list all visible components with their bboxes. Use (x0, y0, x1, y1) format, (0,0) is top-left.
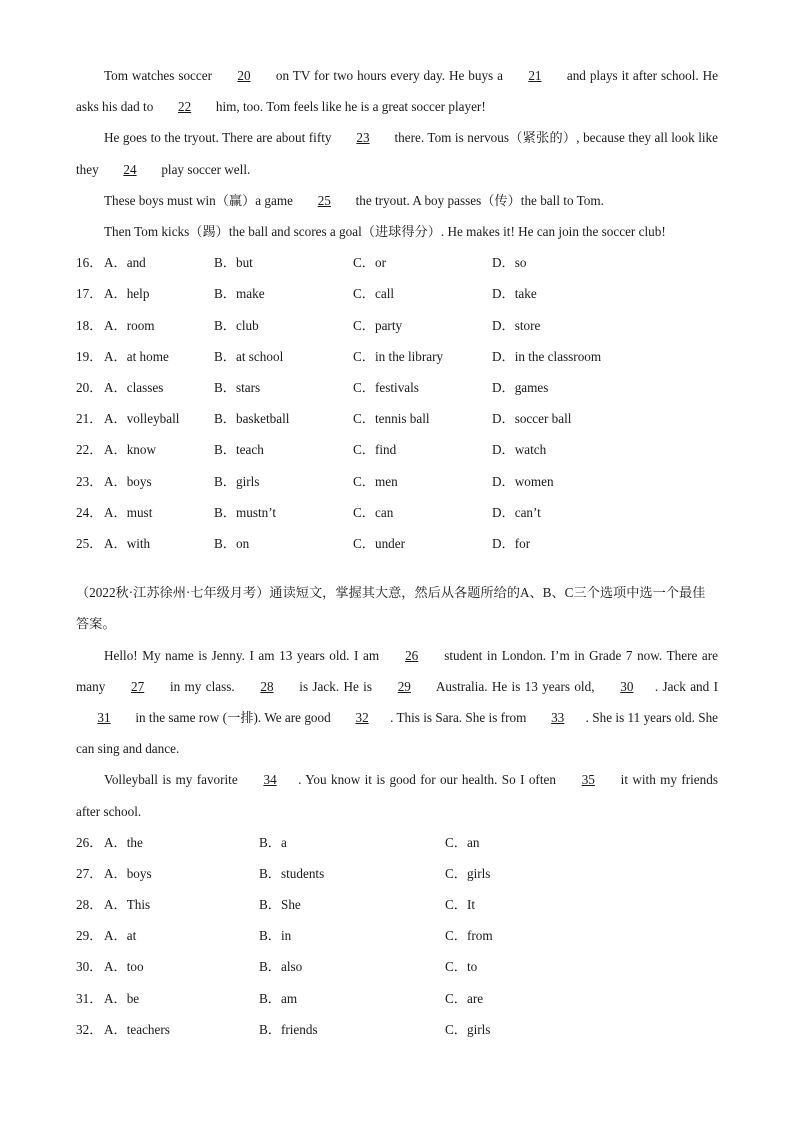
question-row (76, 341, 718, 372)
option-c[interactable]: C．to (445, 959, 478, 975)
option-c[interactable]: C．It (445, 897, 476, 913)
option-d[interactable]: D．can’t (492, 504, 541, 520)
option-a[interactable]: A．with (104, 535, 151, 551)
section-2-instructions: （2022秋·江苏徐州·七年级月考）通读短文，掌握其大意，然后从各题所给的A、B、C三个选项中选一个最佳答案。 (76, 585, 706, 632)
question-number: 27． (76, 865, 103, 881)
answer-blank: 33 (551, 709, 565, 725)
passage-text: . You know it is good for our health. So I often (298, 772, 561, 788)
option-b[interactable]: B．at school (214, 348, 284, 364)
option-c[interactable]: C．from (445, 928, 493, 944)
question-row (76, 858, 718, 889)
option-a[interactable]: A．know (104, 442, 157, 458)
answer-blank: 34 (263, 772, 277, 788)
question-row (76, 920, 718, 951)
option-a[interactable]: A．This (104, 897, 151, 913)
option-a[interactable]: A．at home (104, 348, 169, 364)
option-b[interactable]: B．friends (259, 1021, 318, 1037)
answer-blank: 32 (355, 709, 369, 725)
option-c[interactable]: C．in the library (353, 348, 444, 364)
passage-text: there. Tom is nervous（紧张的）, because they all look like they (76, 130, 718, 177)
option-c[interactable]: C．or (353, 255, 386, 271)
option-d[interactable]: D．in the classroom (492, 348, 602, 364)
option-a[interactable]: A．at (104, 928, 137, 944)
question-number: 31． (76, 990, 103, 1006)
option-c[interactable]: C．are (445, 990, 484, 1006)
passage-1-paragraph (76, 122, 718, 184)
option-a[interactable]: A．room (104, 317, 155, 333)
passage-text: play soccer well. (158, 161, 251, 177)
passage-text: the tryout. A boy passes（传）the ball to Tom. (352, 192, 604, 208)
option-a[interactable]: A．classes (104, 379, 164, 395)
question-number: 29． (76, 928, 103, 944)
passage-text: and plays it after school. He asks his dad to (76, 68, 719, 115)
option-c[interactable]: C．an (445, 834, 480, 850)
option-a[interactable]: A．volleyball (104, 411, 180, 427)
option-a[interactable]: A．teachers (104, 1021, 170, 1037)
option-b[interactable]: B．in (259, 928, 292, 944)
passage-text: Then Tom kicks（踢）the ball and scores a goal（进球得分）. He makes it! He can join the soccer club! (104, 224, 666, 240)
option-d[interactable]: D．women (492, 473, 554, 489)
passage-1 (76, 60, 718, 247)
question-list-1 (76, 247, 718, 559)
passage-text: . Jack and I (654, 678, 718, 694)
question-number: 22． (76, 442, 103, 458)
question-row (76, 1014, 718, 1045)
option-a[interactable]: A．boys (104, 473, 152, 489)
option-c[interactable]: C．under (353, 535, 406, 551)
question-row (76, 951, 718, 982)
question-row (76, 528, 718, 559)
answer-blank: 30 (620, 678, 634, 694)
option-b[interactable]: B．but (214, 255, 253, 271)
option-a[interactable]: A．must (104, 504, 153, 520)
question-number: 21． (76, 411, 103, 427)
question-row (76, 278, 718, 309)
question-number: 28． (76, 897, 103, 913)
passage-text: Tom watches soccer (104, 68, 216, 83)
passage-text: is Jack. He is (294, 678, 377, 694)
question-row (76, 247, 718, 278)
option-a[interactable]: A．too (104, 959, 144, 975)
question-number: 24． (76, 504, 103, 520)
option-c[interactable]: C．girls (445, 1021, 491, 1037)
question-row (76, 497, 718, 528)
answer-blank: 27 (131, 678, 145, 694)
passage-1-paragraph (76, 185, 718, 216)
option-b[interactable]: B．basketball (214, 411, 290, 427)
answer-blank: 23 (356, 130, 370, 146)
passage-text: . She is 11 years old. She can sing and dance. (76, 709, 719, 757)
question-row (76, 403, 718, 434)
option-b[interactable]: B．am (259, 990, 298, 1006)
answer-blank: 24 (123, 161, 137, 177)
question-number: 19． (76, 348, 103, 364)
option-b[interactable]: B．club (214, 317, 259, 333)
option-b[interactable]: B．a (259, 834, 287, 850)
option-d[interactable]: D．take (492, 286, 537, 302)
option-b[interactable]: B．girls (214, 473, 260, 489)
option-b[interactable]: B．stars (214, 379, 261, 395)
option-d[interactable]: D．watch (492, 442, 547, 458)
question-number: 20． (76, 379, 103, 395)
answer-blank: 25 (317, 192, 331, 208)
passage-text: Hello! My name is Jenny. I am 13 years old. I am (104, 647, 384, 663)
option-b[interactable]: B．mustn’t (214, 504, 277, 520)
option-b[interactable]: B．also (259, 959, 303, 975)
option-c[interactable]: C．call (353, 286, 395, 302)
question-row (76, 310, 718, 341)
option-d[interactable]: D．games (492, 379, 549, 395)
answer-blank: 28 (260, 678, 274, 694)
option-b[interactable]: B．make (214, 286, 265, 302)
answer-blank: 26 (405, 647, 419, 663)
passage-text: in the same row (一排). We are good (132, 709, 335, 725)
option-a[interactable]: A．help (104, 286, 150, 302)
passage-text: Australia. He is 13 years old, (432, 678, 599, 694)
option-d[interactable]: D．for (492, 535, 531, 551)
option-a[interactable]: A．boys (104, 865, 152, 881)
option-c[interactable]: C．girls (445, 865, 491, 881)
option-b[interactable]: B．on (214, 535, 250, 551)
answer-blank: 35 (581, 772, 595, 788)
question-number: 26． (76, 834, 103, 850)
option-c[interactable]: C．festivals (353, 379, 419, 395)
answer-blank: 21 (528, 68, 542, 83)
option-d[interactable]: D．store (492, 317, 541, 333)
passage-text: student in London. I’m in Grade 7 now. There are many (76, 647, 718, 694)
question-number: 23． (76, 473, 103, 489)
question-row (76, 827, 718, 858)
passage-2 (76, 640, 718, 827)
worksheet-page (76, 60, 718, 1045)
option-d[interactable]: D．so (492, 255, 527, 271)
passage-text: him, too. Tom feels like he is a great soccer player! (212, 99, 486, 115)
passage-text: in my class. (165, 678, 239, 694)
option-c[interactable]: C．tennis ball (353, 411, 430, 427)
option-b[interactable]: B．students (259, 865, 325, 881)
passage-text: Volleyball is my favorite (104, 772, 243, 788)
option-b[interactable]: B．She (259, 897, 301, 913)
answer-blank: 22 (178, 99, 192, 115)
question-row (76, 434, 718, 465)
answer-blank: 20 (237, 68, 251, 83)
option-d[interactable]: D．soccer ball (492, 411, 572, 427)
answer-blank: 31 (97, 709, 111, 725)
passage-1-paragraph (76, 216, 718, 247)
option-a[interactable]: A．the (104, 834, 143, 850)
passage-text: it with my friends after school. (76, 772, 718, 819)
question-row (76, 466, 718, 497)
option-a[interactable]: A．be (104, 990, 140, 1006)
question-number: 17． (76, 286, 103, 302)
option-c[interactable]: C．men (353, 473, 398, 489)
question-number: 30． (76, 959, 103, 975)
question-list-2 (76, 827, 718, 1045)
passage-text: These boys must win（赢）a game (104, 192, 297, 208)
question-number: 16． (76, 255, 103, 271)
option-c[interactable]: C．party (353, 317, 403, 333)
passage-text: on TV for two hours every day. He buys a (271, 68, 507, 83)
passage-1-paragraph (76, 60, 718, 122)
question-number: 25． (76, 535, 103, 551)
question-number: 32． (76, 1021, 103, 1037)
question-row (76, 983, 718, 1014)
question-row (76, 889, 718, 920)
passage-2-paragraph (76, 640, 718, 765)
question-row (76, 372, 718, 403)
passage-2-paragraph (76, 764, 718, 826)
option-a[interactable]: A．and (104, 255, 146, 271)
option-b[interactable]: B．teach (214, 442, 264, 458)
option-c[interactable]: C．can (353, 504, 394, 520)
passage-text: He goes to the tryout. There are about fifty (104, 130, 335, 146)
option-c[interactable]: C．find (353, 442, 397, 458)
answer-blank: 29 (397, 678, 411, 694)
question-number: 18． (76, 317, 103, 333)
passage-text: . This is Sara. She is from (390, 709, 530, 725)
